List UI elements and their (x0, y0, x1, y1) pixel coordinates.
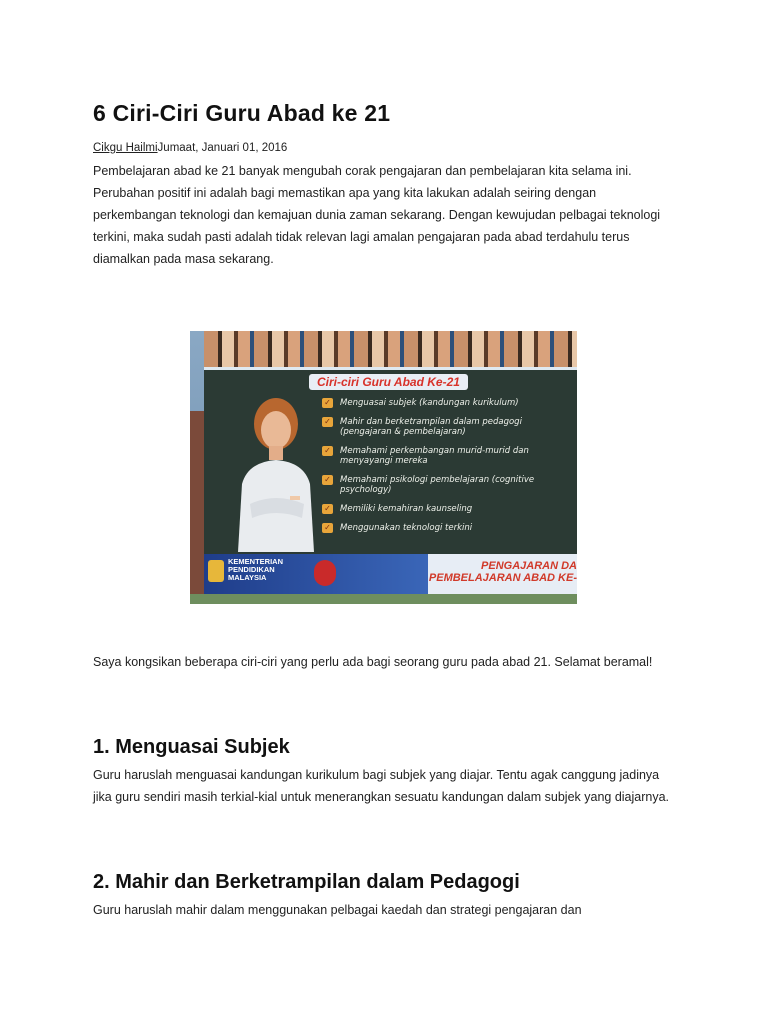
section-body: Guru haruslah mahir dalam menggunakan pelbagai kaedah dan strategi pengajaran dan (93, 903, 582, 917)
section-heading: 1. Menguasai Subjek (93, 736, 290, 758)
checklist-item: ✓ Menguasai subjek (kandungan kurikulum) (322, 398, 574, 408)
author-link[interactable]: Cikgu Hailmi (93, 142, 158, 154)
billboard-image (190, 331, 577, 604)
check-icon: ✓ (322, 475, 333, 485)
student-faces-strip (204, 331, 577, 367)
publish-date: Jumaat, Januari 01, 2016 (157, 142, 288, 154)
section-heading: 2. Mahir dan Berketrampilan dalam Pedagogi (93, 871, 520, 893)
check-icon: ✓ (322, 446, 333, 456)
teacher-illustration (226, 392, 326, 552)
checklist-item: ✓ Mahir dan berketrampilan dalam pedagogi (pengajaran & pembelajaran) (322, 417, 574, 437)
intro-paragraph: Pembelajaran abad ke 21 banyak mengubah corak pengajaran dan pembelajaran kita selama ini. Perubahan positif ini adalah bagi memastikan apa yang kita lakukan adalah seiring dengan perkembangan teknologi dan kemajuan dunia zaman sekarang. Dengan kewujudan pelbagai teknologi terkini, maka sudah pasti adalah tidak relevan lagi amalan pengajaran pada abad terdahulu terus diamalkan pada masa sekarang. (93, 164, 661, 266)
check-icon: ✓ (322, 523, 333, 533)
section-body: Guru haruslah menguasai kandungan kurikulum bagi subjek yang diajar. Tentu agak canggung jadinya jika guru sendiri masih terkial-kial untuk menerangkan sesuatu kandungan dalam subjek yang diajarnya. (93, 768, 670, 804)
check-icon: ✓ (322, 504, 333, 514)
check-icon: ✓ (322, 417, 333, 427)
checklist-item: ✓ Memahami perkembangan murid-murid dan menyayangi mereka (322, 446, 574, 466)
grass (190, 594, 577, 604)
article-title: 6 Ciri-Ciri Guru Abad ke 21 (93, 100, 391, 126)
ministry-name: KEMENTERIAN PENDIDIKAN MALAYSIA (228, 557, 284, 582)
billboard-heading: Ciri-ciri Guru Abad Ke-21 (309, 374, 468, 390)
billboard-post (190, 411, 204, 604)
billboard-board (204, 367, 577, 557)
crest-icon (314, 560, 336, 586)
billboard-checklist (322, 398, 574, 542)
ministry-logo-icon (208, 560, 224, 582)
checklist-item: ✓ Memahami psikologi pembelajaran (cognitive psychology) (322, 475, 574, 495)
billboard-tagline: PENGAJARAN DA PEMBELAJARAN ABAD KE- (428, 560, 577, 584)
share-paragraph: Saya kongsikan beberapa ciri-ciri yang perlu ada bagi seorang guru pada abad 21. Selamat beramal! (93, 655, 653, 669)
check-icon: ✓ (322, 398, 333, 408)
checklist-item: ✓ Memiliki kemahiran kaunseling (322, 504, 574, 514)
checklist-item: ✓ Menggunakan teknologi terkini (322, 523, 574, 533)
article-meta (93, 142, 287, 154)
billboard-footer (204, 554, 577, 594)
